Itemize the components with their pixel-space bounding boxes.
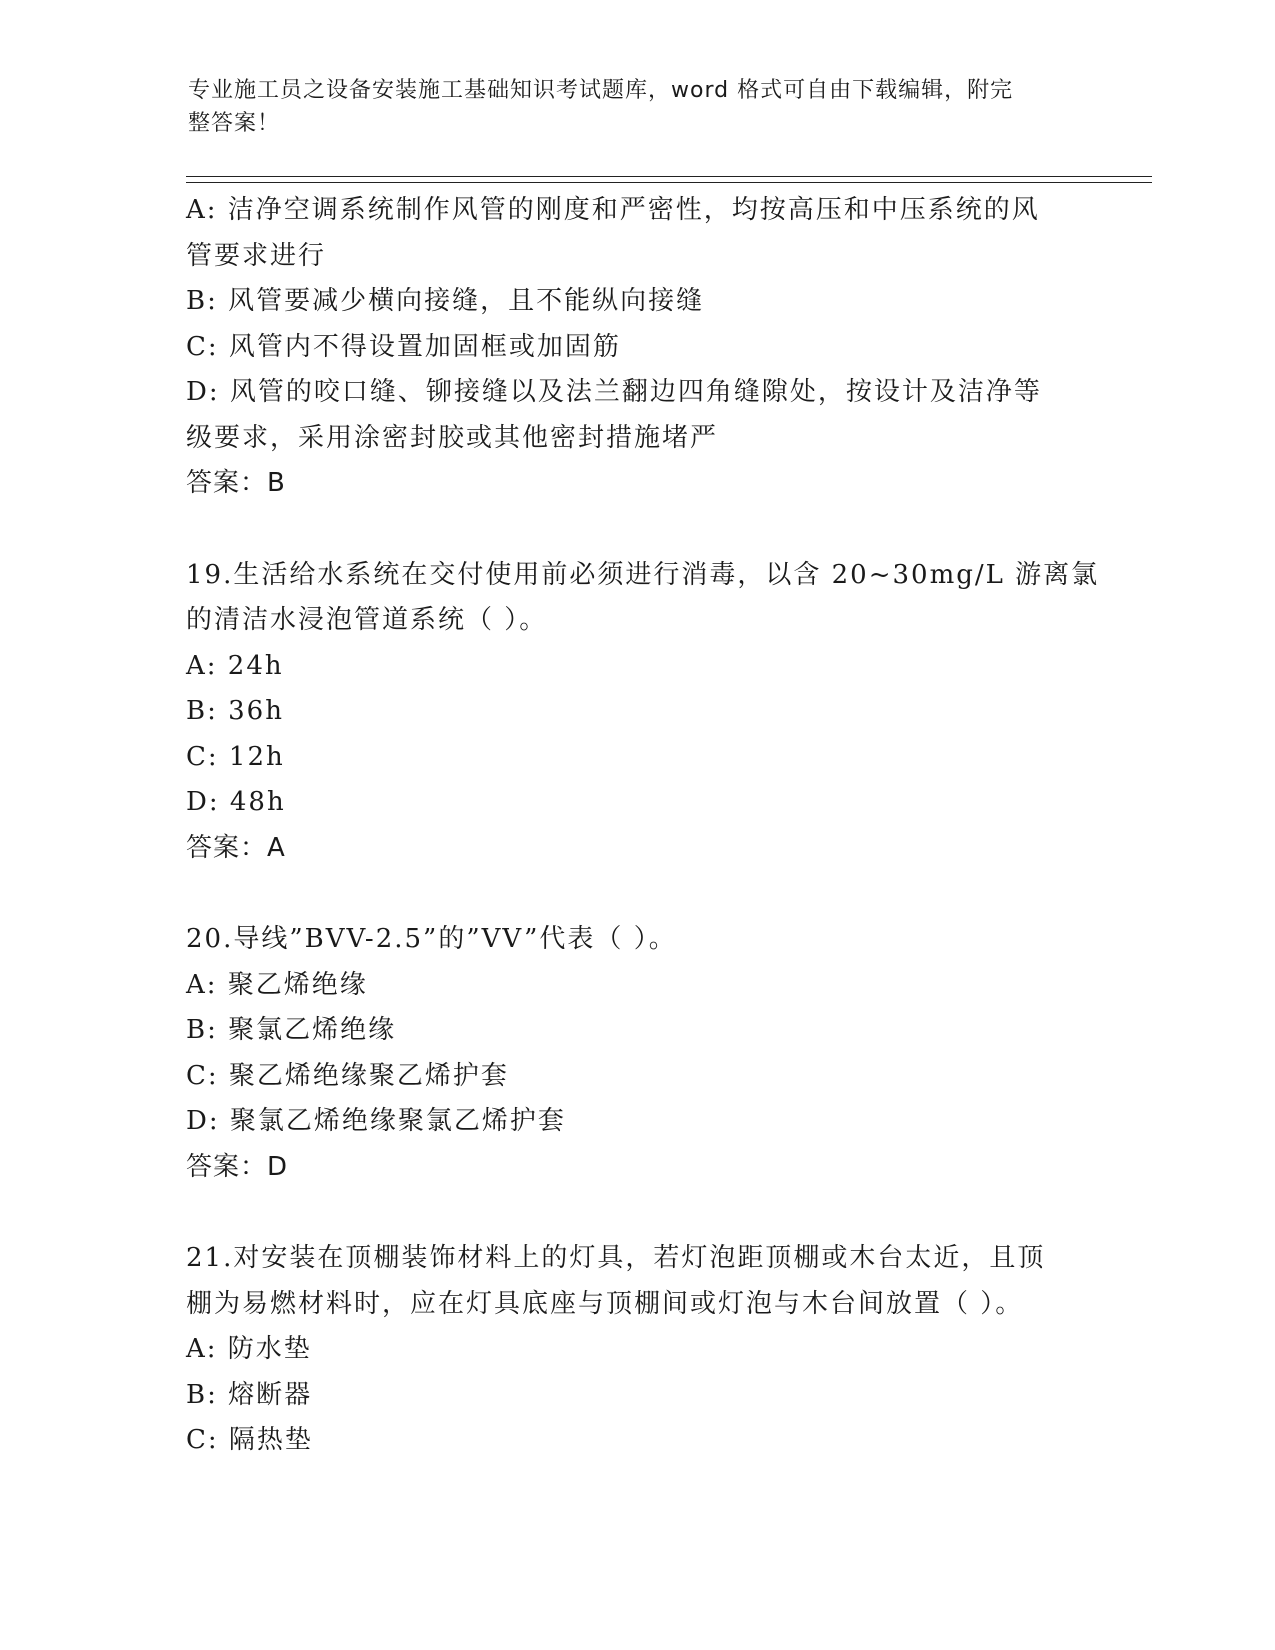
q20-option-c: C: 聚乙烯绝缘聚乙烯护套: [186, 1060, 509, 1091]
question-spacer: [186, 507, 1086, 553]
question-spacer: [186, 871, 1086, 917]
q21-option-b: B: 熔断器: [186, 1379, 313, 1410]
question-spacer: [186, 1190, 1086, 1236]
q20-stem-line-1: 20.导线”BVV-2.5”的”VV”代表（ ）。: [186, 924, 677, 954]
q20-option-a: A: 聚乙烯绝缘: [186, 969, 368, 1000]
q19-option-b: B: 36h: [186, 696, 284, 726]
q21-stem-line-2: 棚为易燃材料时，应在灯具底座与顶棚间或灯泡与木台间放置（ ）。: [186, 1288, 1024, 1319]
q18-option-a-line-1: A: 洁净空调系统制作风管的刚度和严密性，均按高压和中压系统的风: [186, 195, 1040, 225]
question-21: [186, 1236, 1086, 1464]
q19-option-a: A: 24h: [186, 650, 284, 681]
question-list: [186, 188, 1100, 1464]
header-divider-top: [186, 176, 1152, 177]
q21-stem-line-1: 21.对安装在顶棚装饰材料上的灯具，若灯泡距顶棚或木台太近，且顶: [186, 1243, 1046, 1273]
question-18: [186, 188, 1086, 507]
header-line-2: 整答案！: [188, 111, 281, 136]
header-divider-bottom: [186, 182, 1152, 183]
q19-stem-line-1: 19.生活给水系统在交付使用前必须进行消毒，以含 20~30mg/L 游离氯: [186, 559, 1100, 590]
q19-answer: 答案：A: [186, 832, 286, 863]
q18-option-d-line-1: D: 风管的咬口缝、铆接缝以及法兰翻边四角缝隙处，按设计及洁净等: [186, 377, 1042, 407]
q21-option-c: C: 隔热垫: [186, 1425, 313, 1455]
q18-option-d-line-2: 级要求，采用涂密封胶或其他密封措施堵严: [186, 422, 719, 453]
q18-option-b: B: 风管要减少横向接缝，且不能纵向接缝: [186, 286, 705, 316]
q20-option-d: D: 聚氯乙烯绝缘聚氯乙烯护套: [186, 1106, 566, 1136]
q18-option-c: C: 风管内不得设置加固框或加固筋: [186, 331, 621, 362]
q21-option-a: A: 防水垫: [186, 1334, 312, 1364]
question-19: [186, 553, 1100, 872]
q20-answer: 答案：D: [186, 1151, 289, 1182]
q19-stem-line-2: 的清洁水浸泡管道系统（ ）。: [186, 605, 548, 635]
question-20: [186, 917, 1086, 1190]
q18-answer: 答案：B: [186, 468, 286, 498]
q20-option-b: B: 聚氯乙烯绝缘: [186, 1015, 397, 1045]
q19-option-d: D: 48h: [186, 787, 286, 817]
q19-option-c: C: 12h: [186, 741, 285, 772]
header-line-1: 专业施工员之设备安装施工基础知识考试题库，word 格式可自由下载编辑，附完: [188, 78, 1014, 103]
q18-option-a-line-2: 管要求进行: [186, 240, 327, 271]
document-header: [188, 74, 1068, 140]
